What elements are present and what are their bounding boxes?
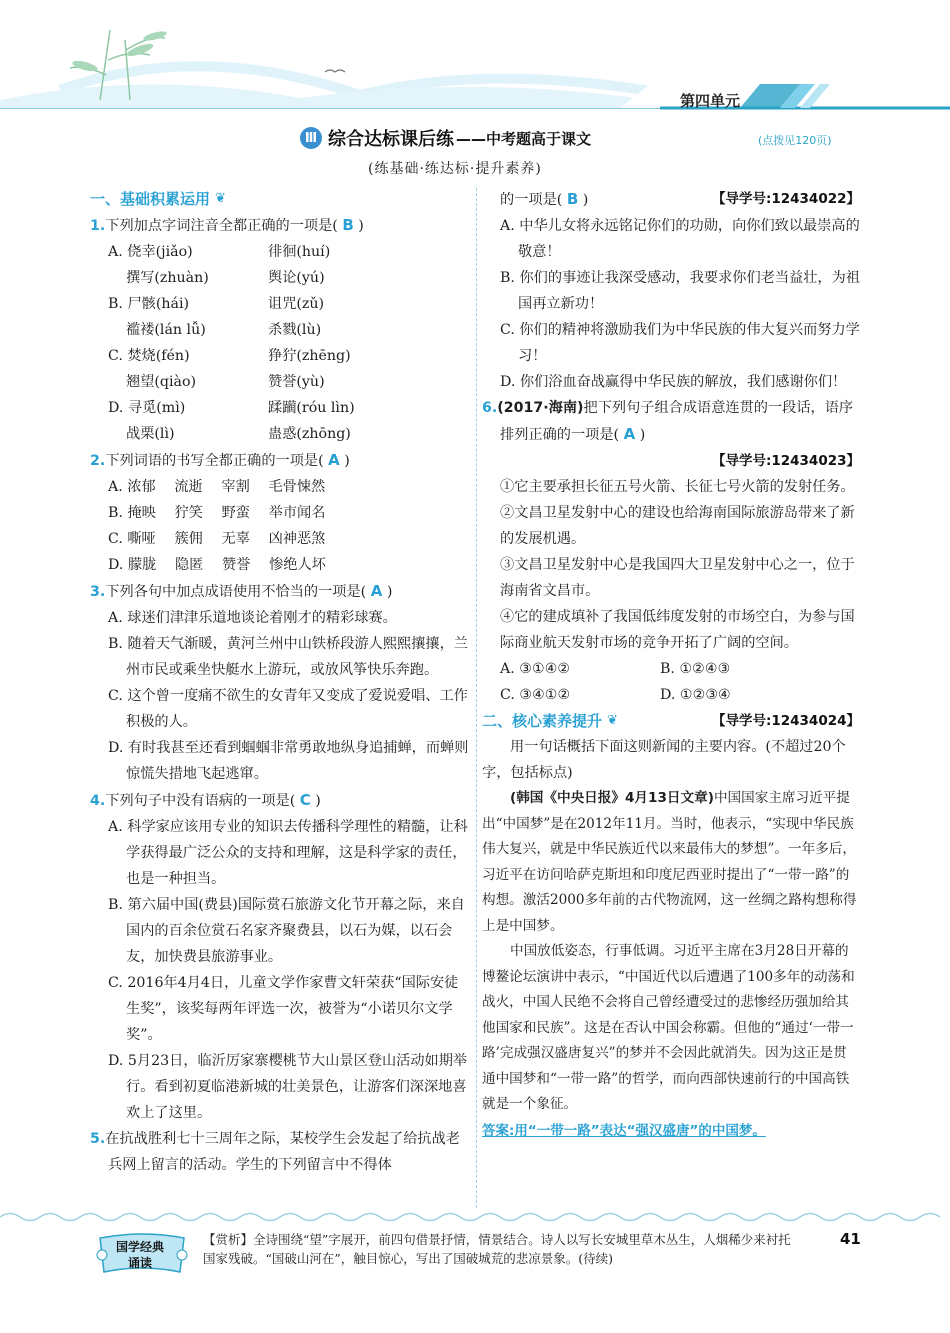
q1-opt: 狰狞(zhēng) (268, 348, 351, 364)
q6-choice: D. ①②③④ (660, 687, 731, 703)
section2-guide-number: 【导学号:12434024】 (711, 713, 860, 729)
footer-appreciation: 【赏析】全诗围绕“望”字展开，前四句借景抒情，情景结合。诗人以写长安城里草木丛生，人烟稀少来衬托国家残破。“国破山河在”，触目惊心，写出了国破城荒的悲凉景象。(待续) (203, 1232, 791, 1266)
q4-option: A. 科学家应该用专业的知识去传播科学理性的精髓，让科学获得最广泛公众的支持和理解，这是科学家的责任，也是一种担当。 (108, 819, 468, 887)
q6-number: 6. (482, 400, 498, 416)
section2-heading-row (482, 708, 860, 734)
q6-close: ) (639, 427, 646, 443)
q4-answer: C (299, 791, 311, 809)
news-paragraph-1 (482, 786, 860, 939)
q1-opt: 诅咒(zǔ) (268, 296, 325, 312)
footer-wave-divider (0, 1208, 950, 1226)
q1-text: 下列加点字词注音全都正确的一项是( (105, 218, 338, 234)
q1-opt: 蛊惑(zhōng) (268, 426, 351, 442)
news-paragraph-2: 中国放低姿态，行事低调。习近平主席在3月28日开幕的博鳌论坛演讲中表示，“中国近代以后遭遇了100多年的动荡和战火，中国人民绝不会将自己曾经遭受过的悲惨经历强加给其他国家和民族”。这是在否认中国会称霸。但他的“通过‘一带一路’完成强汉盛唐复兴”的梦并不会因此就消失。因为这正是贯通中国梦和“一带一路”的哲学，而向西部快速前行的中国高铁就是一个象征。 (482, 943, 855, 1112)
q3-close: ) (386, 584, 393, 600)
q2-number: 2. (90, 453, 106, 469)
q1-opt: 翘望(qiào) (126, 374, 197, 390)
unit-label: 第四单元 (680, 92, 741, 110)
q6-choice: B. ①②④③ (660, 661, 731, 677)
section1-heading (90, 186, 470, 212)
q4-number: 4. (90, 793, 106, 809)
q1-opt: 赞誉(yù) (268, 374, 325, 390)
question-1 (90, 212, 470, 239)
q6-source: (2017·海南) (497, 400, 584, 416)
column-divider (476, 188, 477, 1208)
q5-continuation (482, 186, 860, 213)
q1-opt: 撰写(zhuàn) (126, 270, 209, 286)
q3-text: 下列各句中加点成语使用不恰当的一项是( (105, 584, 367, 600)
q1-opt: D. 寻觅(mì) (108, 400, 186, 416)
q4-option: B. 第六届中国(费县)国际赏石旅游文化节开幕之际，来自国内的百余位赏石名家齐聚费县，以石为媒，以石会友，加快费县旅游事业。 (108, 897, 465, 965)
q1-answer: B (342, 216, 354, 234)
q1-opt: 徘徊(huí) (268, 244, 331, 260)
q5-number: 5. (90, 1131, 106, 1147)
q5-answer: B (566, 190, 579, 208)
q6-text: 把下列句子组合成语意连贯的一段话，语序排列正确的一项是( (500, 400, 854, 443)
section2-title: 二、核心素养提升 (482, 712, 603, 730)
section-title (300, 124, 591, 152)
q2-close: ) (344, 453, 350, 469)
q2-answer: A (328, 451, 340, 469)
q1-opt: A. 侥幸(jiǎo) (108, 244, 193, 260)
left-column (90, 186, 470, 1178)
q6-choices (482, 656, 860, 708)
title-sub: ——中考题高于课文 (456, 129, 592, 148)
q1-close: ) (358, 218, 364, 234)
title-main: 综合达标课后练 (328, 129, 454, 150)
q1-opt: C. 焚烧(fén) (108, 348, 190, 364)
q6-answer: A (623, 425, 636, 443)
q1-number: 1. (90, 218, 106, 234)
q6-sentence: ②文昌卫星发射中心的建设也给海南国际旅游岛带来了新的发展机遇。 (500, 505, 855, 547)
q6-choice: A. ③①④② (500, 661, 571, 677)
question-4 (90, 787, 470, 814)
header-banner (0, 0, 950, 120)
page-number: 41 (840, 1230, 861, 1248)
q5-option: B. 你们的事迹让我深受感动，我要求你们老当益壮，为祖国再立新功！ (500, 270, 860, 312)
classic-reading-logo (92, 1228, 192, 1282)
q6-sentence: ④它的建成填补了我国低纬度发射的市场空白，为参与国际商业航天发射市场的竞争开拓了广阔的空间。 (500, 609, 855, 651)
q3-answer: A (370, 582, 383, 600)
q5-cont-text: 的一项是( (500, 192, 563, 208)
q1-opt: 杀戮(lù) (268, 322, 322, 338)
q2-option: C. 嘶哑 簇佣 无辜 凶神恶煞 (108, 531, 326, 547)
q5-option: A. 中华儿女将永远铭记你们的功勋，向你们致以最崇高的敬意！ (500, 218, 860, 260)
q5-guide-number: 【导学号:12434022】 (711, 191, 860, 207)
q1-opt: B. 尸骸(hái) (108, 296, 190, 312)
q6-guide-number: 【导学号:12434023】 (711, 453, 860, 469)
q1-opt: 蹂躏(róu lìn) (268, 400, 355, 416)
section2-prompt: 用一句话概括下面这则新闻的主要内容。(不超过20个字，包括标点) (482, 739, 846, 781)
answer-reference: (点拨见120页) (758, 134, 832, 147)
q3-number: 3. (90, 584, 106, 600)
q2-option: A. 浓郁 流逝 宰割 毛骨悚然 (108, 479, 326, 495)
q6-sentence: ①它主要承担长征五号火箭、长征七号火箭的发射任务。 (500, 479, 855, 495)
section-badge: Ⅲ (300, 127, 322, 149)
section1-title: 一、基础积累运用 (90, 190, 211, 208)
q3-option: A. 球迷们津津乐道地谈论着刚才的精彩球赛。 (108, 610, 397, 626)
q6-sentence: ③文昌卫星发射中心是我国四大卫星发射中心之一，位于海南省文昌市。 (500, 557, 855, 599)
q4-option: C. 2016年4月4日，儿童文学作家曹文轩荣获“国际安徒生奖”，该奖每两年评选一次，被誉为“小诺贝尔文学奖”。 (108, 975, 459, 1043)
q5-text: 在抗战胜利七十三周年之际，某校学生会发起了给抗战老兵网上留言的活动。学生的下列留言中不得体 (105, 1131, 460, 1173)
news-source: (韩国《中央日报》4月13日文章) (510, 790, 714, 806)
leaf-icon: ❦ (215, 191, 226, 206)
q1-opt: 褴褛(lán lǚ) (126, 322, 206, 338)
section2-heading (482, 708, 618, 734)
right-column (482, 186, 860, 1144)
q5-close: ) (582, 192, 589, 208)
question-6 (482, 395, 860, 448)
subtitle: (练基础·练达标·提升素养) (368, 161, 542, 177)
logo-line2: 诵读 (128, 1256, 153, 1270)
q1-opt: 战栗(lì) (126, 426, 175, 442)
logo-line1: 国学经典 (116, 1240, 165, 1254)
q3-option: C. 这个曾一度痛不欲生的女青年又变成了爱说爱唱、工作积极的人。 (108, 688, 468, 730)
section2-answer: 答案:用“一带一路”表达“强汉盛唐”的中国梦。 (482, 1122, 766, 1139)
q4-text: 下列句子中没有语病的一项是( (105, 793, 296, 809)
question-2 (90, 447, 470, 474)
q6-choice: C. ③④①② (500, 687, 571, 703)
q5-option: C. 你们的精神将激励我们为中华民族的伟大复兴而努力学习！ (500, 322, 860, 364)
q3-option: D. 有时我甚至还看到蝈蝈非常勇敢地纵身追捕蝉，而蝉则惊慌失措地飞起逃窜。 (108, 740, 469, 782)
q2-text: 下列词语的书写全都正确的一项是( (105, 453, 324, 469)
q1-options (90, 239, 470, 447)
news-p1-text: 中国国家主席习近平提出“中国梦”是在2012年11月。当时，他表示，“实现中华民族伟大复兴，就是中华民族近代以来最伟大的梦想”。一年多后，习近平在访问哈萨克斯坦和印度尼西亚时提出了“一带一路”的构想。激活2000多年前的古代物流网，这一丝绸之路构想称得上是中国梦。 (482, 790, 857, 934)
question-3 (90, 578, 470, 605)
q3-option: B. 随着天气渐暖，黄河兰州中山铁桥段游人熙熙攘攘，兰州市民或乘坐快艇水上游玩，或放风筝快乐奔跑。 (108, 636, 468, 678)
q2-option: D. 朦胧 隐匿 赞誉 惨绝人坏 (108, 557, 326, 573)
q2-option: B. 掩映 狞笑 野蛮 举市闻名 (108, 505, 326, 521)
leaf-icon: ❦ (607, 713, 618, 728)
q1-opt: 舆论(yú) (268, 270, 325, 286)
q4-close: ) (315, 793, 321, 809)
question-5 (90, 1126, 470, 1178)
q4-option: D. 5月23日，临沂厉家寨樱桃节大山景区登山活动如期举行。看到初夏临港新城的壮美景色，让游客们深深地喜欢上了这里。 (108, 1053, 468, 1121)
q5-option: D. 你们浴血奋战赢得中华民族的解放，我们感谢你们！ (500, 374, 847, 390)
